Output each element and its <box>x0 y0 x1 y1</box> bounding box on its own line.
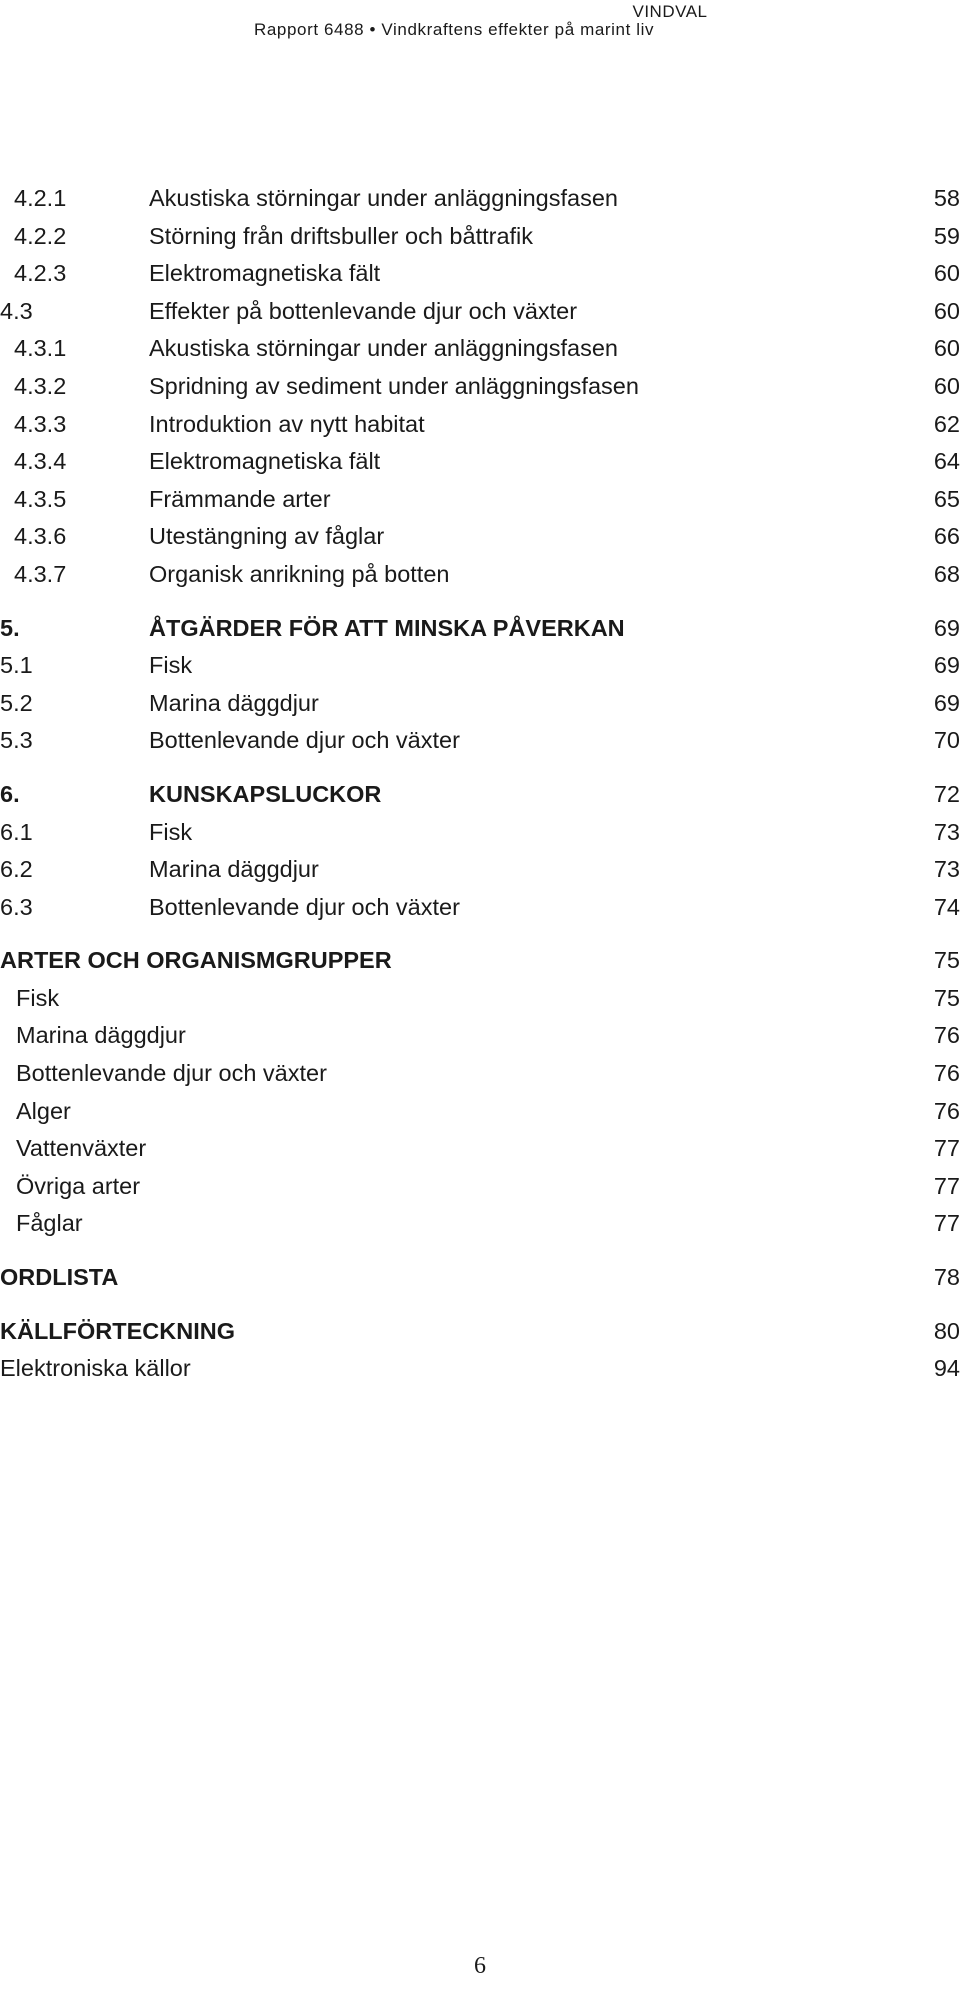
toc-entry-page: 73 <box>933 856 960 883</box>
toc-entry-page: 74 <box>933 893 960 920</box>
toc-entry-title: Marina däggdjur <box>149 856 319 883</box>
toc-entry[interactable] <box>0 1350 960 1388</box>
toc-entry-title: Bottenlevande djur och växter <box>16 1060 327 1087</box>
table-of-contents <box>0 180 960 1388</box>
toc-entry-title: Akustiska störningar under anläggningsfasen <box>149 335 618 362</box>
toc-entry[interactable] <box>0 814 960 852</box>
toc-entry-page: 76 <box>933 1022 960 1049</box>
toc-entry-page: 73 <box>933 818 960 845</box>
toc-entry-page: 58 <box>933 185 960 211</box>
toc-entry-title: Spridning av sediment under anläggningsfasen <box>149 372 639 399</box>
toc-entry-title: Bottenlevande djur och växter <box>149 893 460 920</box>
toc-entry-page: 77 <box>933 1135 960 1162</box>
toc-entry[interactable] <box>0 180 960 218</box>
toc-entry-page: 94 <box>933 1355 960 1382</box>
toc-entry-number: 4.2.3 <box>14 260 67 287</box>
toc-entry-title: Marina däggdjur <box>16 1022 186 1049</box>
toc-entry-number: 4.3.5 <box>14 485 67 512</box>
toc-entry-page: 62 <box>933 410 960 437</box>
toc-entry-title: Marina däggdjur <box>149 689 319 716</box>
page-number: 6 <box>474 1953 486 1979</box>
toc-entry[interactable] <box>0 1205 960 1243</box>
toc-entry-page: 66 <box>933 523 960 550</box>
toc-entry-number: 5.1 <box>0 652 33 679</box>
toc-chapter[interactable] <box>0 776 960 814</box>
header-subtitle: Rapport 6488 • Vindkraftens effekter på marint liv <box>254 20 655 39</box>
toc-entry-title: Alger <box>16 1097 71 1124</box>
toc-entry[interactable] <box>0 406 960 444</box>
toc-entry-page: 69 <box>933 689 960 716</box>
toc-entry-number: 6.2 <box>0 856 33 883</box>
toc-entry-page: 60 <box>933 372 960 399</box>
toc-entry-page: 65 <box>933 485 960 512</box>
toc-entry-page: 70 <box>933 727 960 754</box>
toc-entry[interactable] <box>0 647 960 685</box>
toc-entry-title: Främmande arter <box>149 485 331 512</box>
toc-entry[interactable] <box>0 293 960 331</box>
toc-entry-title: Elektromagnetiska fält <box>149 448 381 475</box>
toc-entry-title: Organisk anrikning på botten <box>149 560 450 587</box>
toc-entry-title: Akustiska störningar under anläggningsfasen <box>149 185 618 211</box>
toc-entry-number: 4.3.4 <box>14 448 67 475</box>
toc-entry-title: Fisk <box>149 818 193 845</box>
toc-entry-page: 75 <box>933 984 960 1011</box>
toc-entry[interactable] <box>0 1017 960 1055</box>
toc-entry-page: 76 <box>933 1060 960 1087</box>
toc-entry-title: Övriga arter <box>16 1172 141 1199</box>
toc-entry-page: 64 <box>933 448 960 475</box>
toc-entry-number: 5.2 <box>0 689 33 716</box>
toc-entry-number: 4.3 <box>0 297 33 324</box>
toc-entry[interactable] <box>0 368 960 406</box>
toc-chapter[interactable] <box>0 610 960 648</box>
toc-section-page: 80 <box>933 1317 960 1344</box>
toc-entry-page: 76 <box>933 1097 960 1124</box>
toc-entry-title: Utestängning av fåglar <box>149 523 385 550</box>
toc-entry-title: Störning från driftsbuller och båttrafik <box>149 222 534 249</box>
toc-entry[interactable] <box>0 330 960 368</box>
toc-section-title: KÄLLFÖRTECKNING <box>0 1317 235 1344</box>
toc-entry[interactable] <box>0 518 960 556</box>
toc-entry-number: 6.3 <box>0 893 33 920</box>
toc-section-glossary[interactable] <box>0 1259 960 1297</box>
toc-entry[interactable] <box>0 443 960 481</box>
toc-entry-number: 4.3.7 <box>14 560 67 587</box>
toc-entry[interactable] <box>0 1168 960 1206</box>
toc-entry-page: 69 <box>933 652 960 679</box>
toc-entry[interactable] <box>0 255 960 293</box>
toc-entry[interactable] <box>0 851 960 889</box>
toc-chapter-title: KUNSKAPSLUCKOR <box>149 780 382 807</box>
toc-entry[interactable] <box>0 1130 960 1168</box>
toc-entry[interactable] <box>0 980 960 1018</box>
toc-entry-title: Fisk <box>16 984 60 1011</box>
toc-entry-title: Effekter på bottenlevande djur och växter <box>149 297 578 324</box>
toc-entry-number: 4.2.2 <box>14 222 67 249</box>
toc-entry-number: 4.3.1 <box>14 335 67 362</box>
toc-entry-page: 77 <box>933 1172 960 1199</box>
toc-section-title: ARTER OCH ORGANISMGRUPPER <box>0 947 392 974</box>
toc-entry-number: 6.1 <box>0 818 33 845</box>
toc-entry[interactable] <box>0 218 960 256</box>
toc-chapter-page: 72 <box>933 780 960 807</box>
toc-entry[interactable] <box>0 889 960 927</box>
toc-entry-page: 60 <box>933 335 960 362</box>
toc-entry-title: Fisk <box>149 652 193 679</box>
toc-entry[interactable] <box>0 481 960 519</box>
toc-entry-number: 4.3.6 <box>14 523 67 550</box>
toc-entry-title: Bottenlevande djur och växter <box>149 727 460 754</box>
toc-section-species[interactable] <box>0 942 960 980</box>
toc-entry-number: 4.2.1 <box>14 185 67 211</box>
toc-entry-title: Elektroniska källor <box>0 1355 191 1382</box>
toc-entry-title: Vattenväxter <box>16 1135 147 1162</box>
toc-entry-title: Fåglar <box>16 1210 83 1237</box>
toc-section-title: ORDLISTA <box>0 1264 119 1291</box>
toc-entry-number: 4.3.3 <box>14 410 67 437</box>
toc-entry-page: 60 <box>933 297 960 324</box>
toc-section-references[interactable] <box>0 1313 960 1351</box>
toc-entry-page: 77 <box>933 1210 960 1237</box>
toc-entry[interactable] <box>0 685 960 723</box>
toc-entry[interactable] <box>0 722 960 760</box>
toc-entry-page: 59 <box>933 222 960 249</box>
toc-chapter-page: 69 <box>933 614 960 641</box>
toc-entry-number: 5.3 <box>0 727 33 754</box>
toc-entry-number: 4.3.2 <box>14 372 67 399</box>
toc-entry[interactable] <box>0 1093 960 1131</box>
toc-entry-page: 60 <box>933 260 960 287</box>
toc-section-page: 75 <box>933 947 960 974</box>
toc-section-page: 78 <box>933 1264 960 1291</box>
toc-chapter-number: 5. <box>0 614 20 641</box>
toc-entry[interactable] <box>0 1055 960 1093</box>
toc-chapter-title: ÅTGÄRDER FÖR ATT MINSKA PÅVERKAN <box>149 614 625 641</box>
toc-chapter-number: 6. <box>0 780 20 807</box>
toc-entry-title: Elektromagnetiska fält <box>149 260 381 287</box>
toc-entry-page: 68 <box>933 560 960 587</box>
toc-entry[interactable] <box>0 556 960 594</box>
toc-entry-title: Introduktion av nytt habitat <box>149 410 425 437</box>
header-brand: VINDVAL <box>632 2 708 21</box>
